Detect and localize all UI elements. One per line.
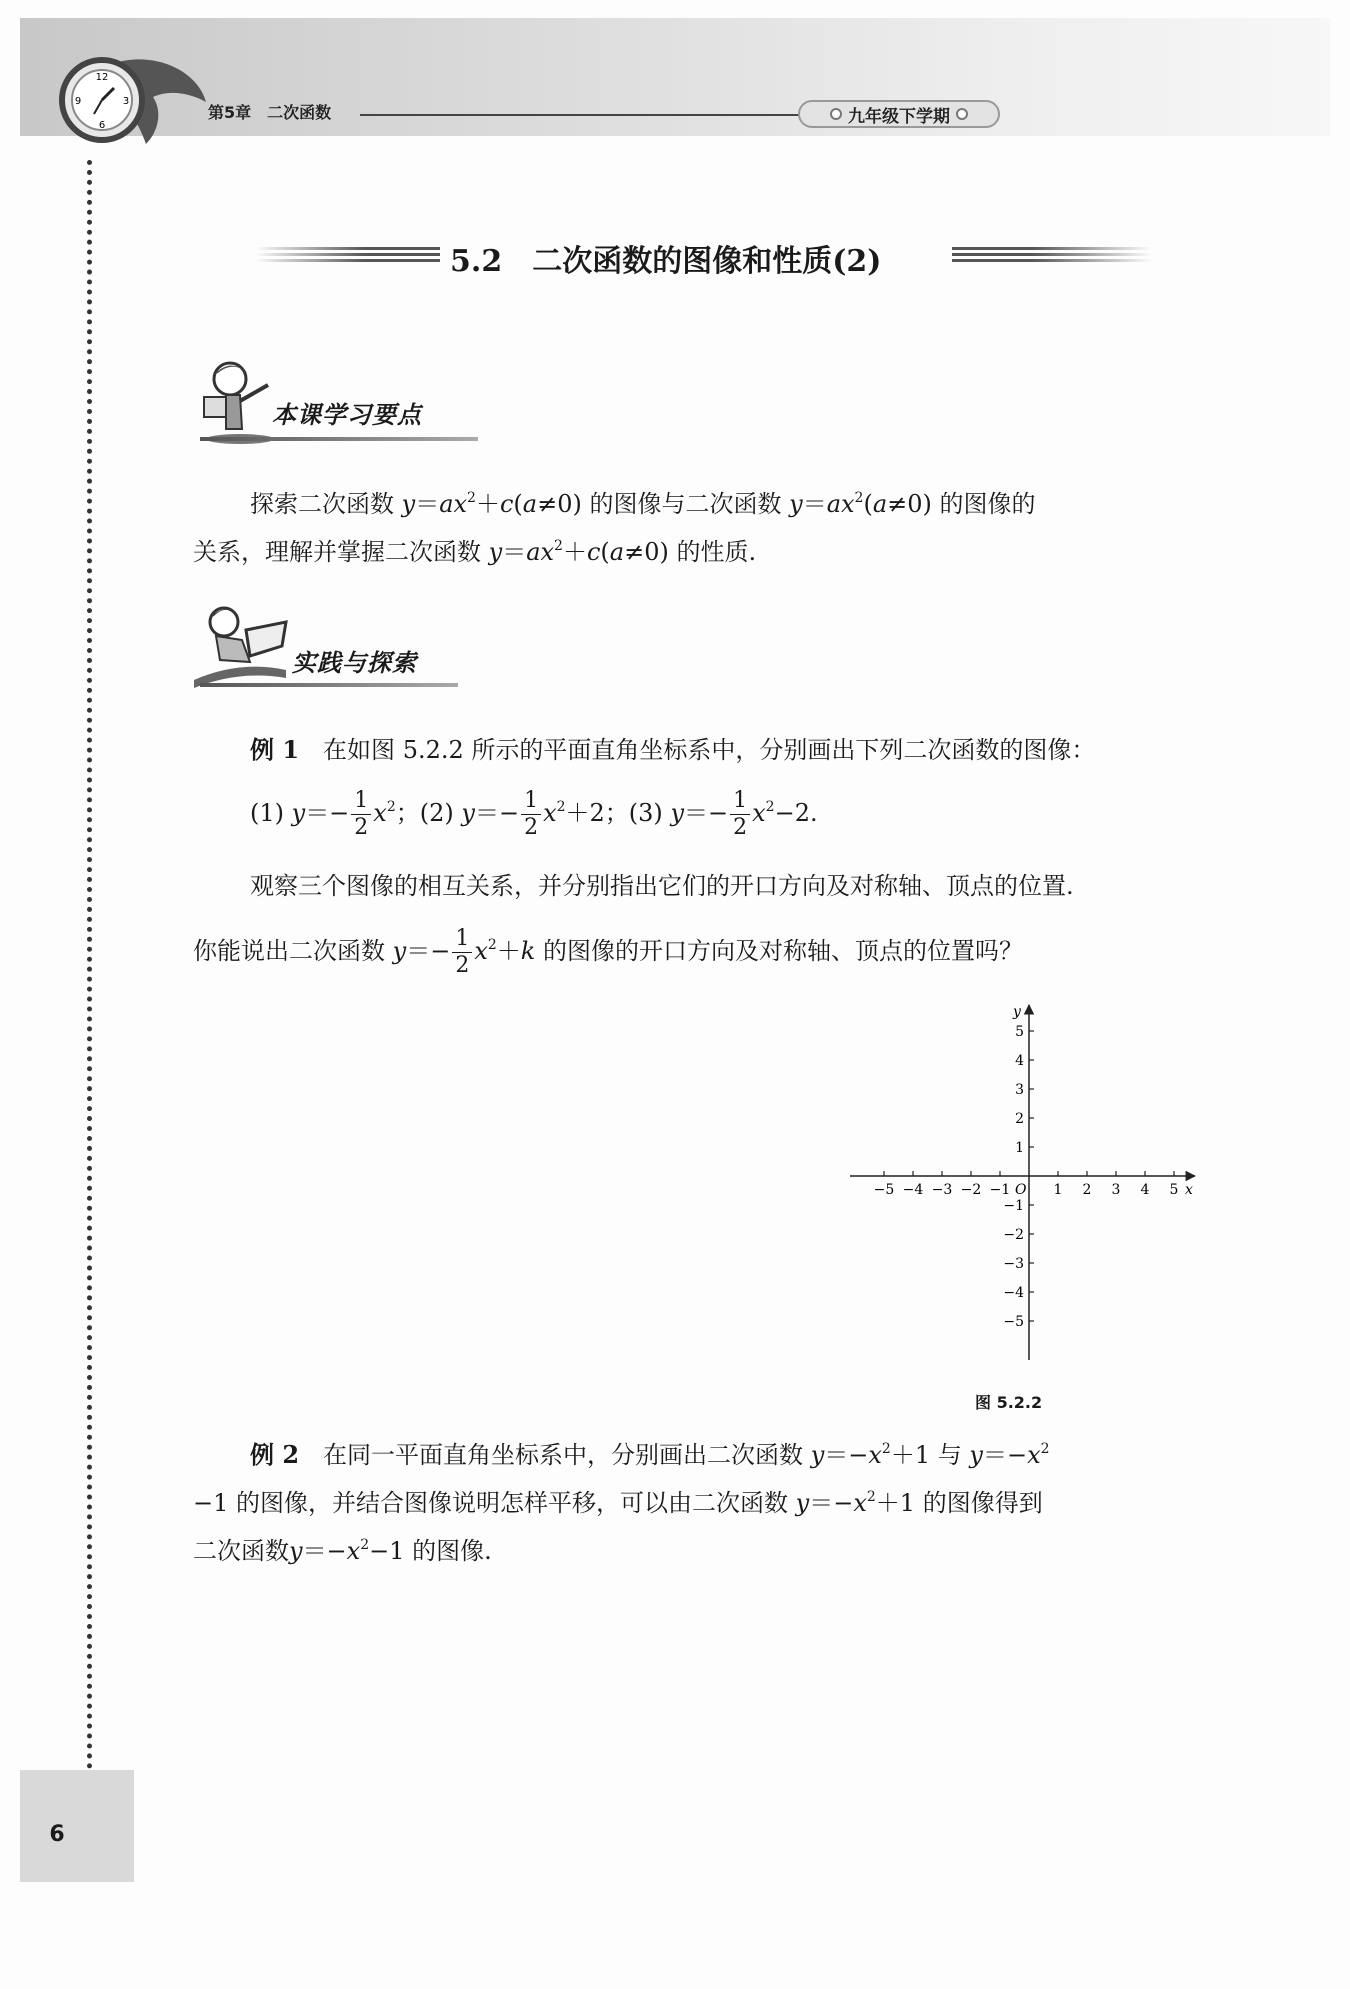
y-tick-label: 4 bbox=[1015, 1053, 1024, 1069]
svg-text:9: 9 bbox=[74, 96, 82, 107]
svg-text:6: 6 bbox=[98, 120, 106, 131]
heading-underline bbox=[200, 683, 458, 687]
section-number: 5.2 bbox=[450, 244, 503, 279]
study-points-text-line1: 探索二次函数 $y=ax^2+c(a\ne 0)$ 的图像与二次函数 $y=ax^2(a\ne 0)$ 的图像的 bbox=[250, 490, 1036, 518]
example1-line3: 观察三个图像的相互关系，并分别指出它们的开口方向及对称轴、顶点的位置. bbox=[250, 872, 1074, 900]
y-axis-label: y bbox=[1013, 1004, 1021, 1020]
x-tick-label: −1 bbox=[989, 1182, 1011, 1198]
svg-text:12: 12 bbox=[95, 72, 109, 83]
example2-line3: 二次函数$y=-x^2-1$ 的图像. bbox=[193, 1537, 492, 1565]
section-title bbox=[450, 236, 881, 280]
chapter-label: 第5章 二次函数 bbox=[208, 103, 332, 122]
origin-label: O bbox=[1015, 1182, 1027, 1198]
example1-functions: (1) y＝− $\frac{1}{2}$ $x^2$；(2) y＝− $\frac{1}{2}$ $x^2+2$；(3) y＝− $\frac{1}{2}$ $x^2-2$. bbox=[250, 788, 818, 840]
coordinate-plane bbox=[845, 1000, 1205, 1365]
y-tick-label: −5 bbox=[1003, 1314, 1024, 1330]
svg-text:3: 3 bbox=[122, 96, 130, 107]
section-title-text: 二次函数的图像和性质(2) bbox=[532, 244, 882, 279]
x-tick-label: 4 bbox=[1140, 1182, 1150, 1198]
x-tick-label: 3 bbox=[1111, 1182, 1121, 1198]
example2-line2: −1 的图像，并结合图像说明怎样平移，可以由二次函数 $y=-x^2+1$ 的图像得到 bbox=[193, 1489, 1043, 1517]
example2-label: 例 2 bbox=[250, 1440, 300, 1469]
study-points-text-line2: 关系，理解并掌握二次函数 $y=ax^2+c(a\ne 0)$ 的性质. bbox=[193, 538, 757, 566]
x-axis-label: x bbox=[1185, 1182, 1193, 1198]
pill-dot-right-icon bbox=[956, 108, 968, 120]
grade-label: 九年级下学期 bbox=[848, 106, 950, 127]
x-tick-label: 2 bbox=[1082, 1182, 1092, 1198]
title-decoration-right bbox=[952, 247, 1152, 269]
x-tick-label: 5 bbox=[1169, 1182, 1179, 1198]
heading-underline bbox=[200, 437, 478, 441]
y-tick-label: 2 bbox=[1015, 1111, 1024, 1127]
x-tick-label: 1 bbox=[1053, 1182, 1063, 1198]
y-tick-label: 3 bbox=[1015, 1082, 1024, 1098]
y-tick-label: 5 bbox=[1015, 1024, 1024, 1040]
example1-label: 例 1 bbox=[250, 735, 300, 764]
margin-dotted-line bbox=[87, 160, 92, 1770]
x-tick-label: −3 bbox=[931, 1182, 953, 1198]
header-rule bbox=[360, 114, 800, 116]
study-points-heading: 本课学习要点 bbox=[272, 401, 422, 429]
example2-line1: 例 2 在同一平面直角坐标系中，分别画出二次函数 $y=-x^2+1$ 与 $y=-x^2$ bbox=[250, 1440, 1050, 1469]
example1-line4: 你能说出二次函数 y＝− $\frac{1}{2}$ $x^2+k$ 的图像的开口方向及对称轴、顶点的位置吗？ bbox=[193, 926, 1023, 978]
sliding-kid-icon bbox=[190, 600, 290, 690]
example1-line1: 例 1 在如图 5.2.2 所示的平面直角坐标系中，分别画出下列二次函数的图像： bbox=[250, 735, 1096, 764]
y-tick-label: −1 bbox=[1003, 1198, 1024, 1214]
pill-dot-left-icon bbox=[830, 108, 842, 120]
practice-heading: 实践与探索 bbox=[292, 649, 417, 677]
x-tick-label: −2 bbox=[960, 1182, 982, 1198]
figure-caption: 图 5.2.2 bbox=[975, 1393, 1043, 1412]
y-tick-label: 1 bbox=[1015, 1140, 1024, 1156]
x-tick-label: −5 bbox=[873, 1182, 895, 1198]
title-decoration-left bbox=[255, 247, 440, 269]
page-number: 6 bbox=[49, 1822, 65, 1847]
compass-icon bbox=[58, 52, 208, 148]
y-tick-label: −2 bbox=[1003, 1227, 1024, 1243]
y-tick-label: −4 bbox=[1003, 1285, 1024, 1301]
grade-badge bbox=[798, 100, 1000, 128]
y-tick-label: −3 bbox=[1003, 1256, 1024, 1272]
x-tick-label: −4 bbox=[902, 1182, 924, 1198]
